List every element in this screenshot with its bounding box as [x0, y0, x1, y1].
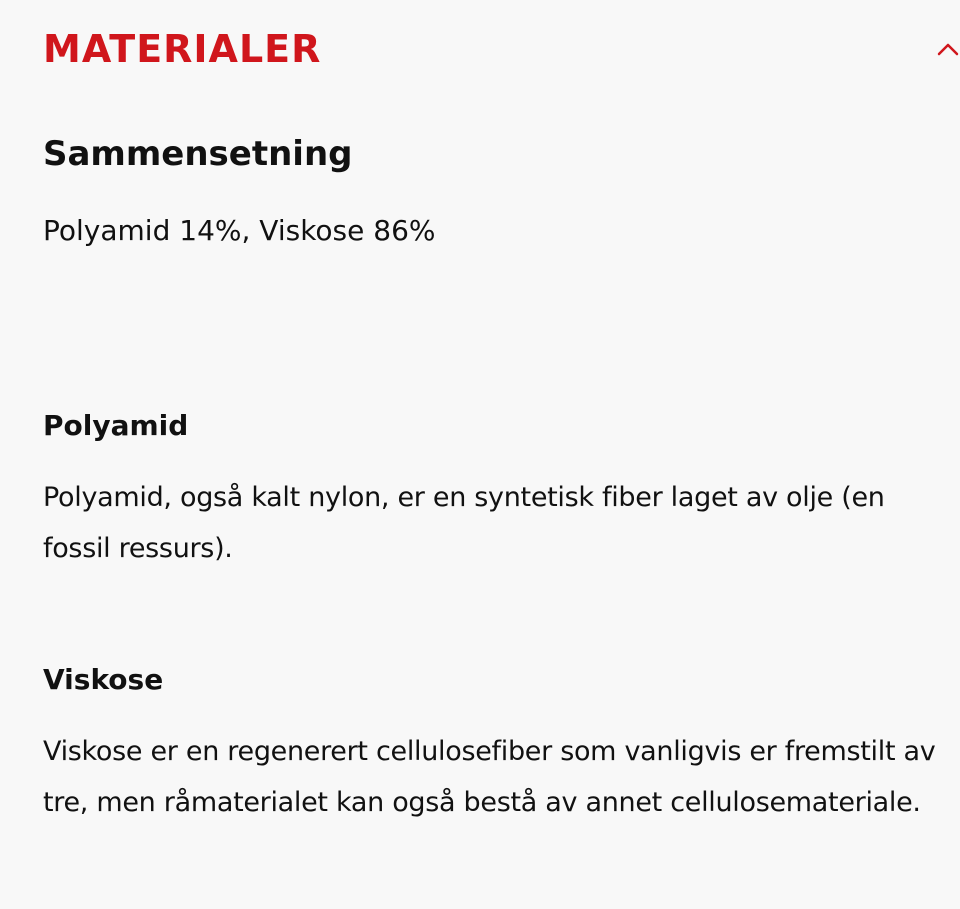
material-name-polyamid: Polyamid	[43, 409, 189, 442]
material-description-polyamid: Polyamid, også kalt nylon, er en syntetisk fiber laget av olje (en fossil ressurs).	[43, 482, 885, 564]
composition-heading: Sammensetning	[43, 134, 353, 174]
chevron-up-icon[interactable]	[936, 38, 960, 62]
material-description-viskose: Viskose er en regenerert cellulosefiber som vanligvis er fremstilt av tre, men råmaterialet kan også bestå av annet cellulosemateriale.	[43, 736, 936, 818]
material-name-viskose: Viskose	[43, 663, 164, 696]
section-title: MATERIALER	[43, 27, 322, 71]
accordion-header-materialer[interactable]	[0, 0, 960, 100]
composition-value: Polyamid 14%, Viskose 86%	[43, 214, 436, 247]
